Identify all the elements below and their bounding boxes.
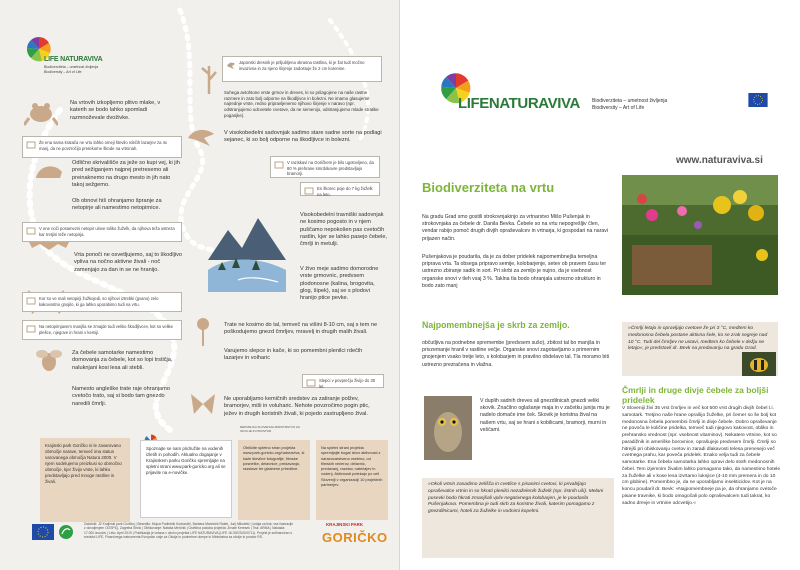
info-box-compost-text: Že ena sama kratača ne vrtu lahko omeji številо rdečih lazarjev za 4x manj, da ne povzročijo pretekorne škode na vrtninah. bbox=[39, 140, 168, 151]
footer-box-spletni-text: Na spletni strani projekta spremljajte bogat izbor aktivnosti z naravovarstveno vsebino, od filmskih večerov, delavnic, predavanj, razstav, natečajev in vodenj. Aktivnosti potekajo po celi Sloveniji v organizaciji 10 projektnih partnerjev. bbox=[321, 445, 383, 487]
info-box-bumblebee-text: V ene noči posamezni netopir ulove toliko žuželk, da njihova teža ustreza kar tretjini teže netopirja. bbox=[39, 226, 175, 237]
info-box-bat-text: Na netopirnjavem manjša se zmajde tudi veliko škodljivcev, kot so velike plešce, njegove in hrani v kemiji. bbox=[39, 324, 173, 335]
butterfly-icon bbox=[190, 392, 216, 416]
footer-box-park-text: Krajinski park Goričko ni le zavarovano območje narave, temveč ima status varovanega območja Natura 2000. V njem sodelujemo preizkusi so območno območje, kjer živijo vrste, ki lahko predstavljajo pred mnoge rastline in živali. bbox=[45, 443, 122, 484]
hedgehog-icon bbox=[34, 160, 64, 182]
intro-paragraph-1: Na gradu Grad smo gostili strokovnjakinjo za vrtnarstvo Mišo Pušenjak in strokovnjaka za čebele dr. Danila Bevka. Čebele so na vrtu nepogrešljiv člen, vendar rabijo pomoč drugih divjih opraševalcev in vrtnarja, ki gospodari na naravi prijazen način. bbox=[422, 214, 608, 242]
footer-box-spletni bbox=[316, 440, 388, 520]
landscape-illustration bbox=[208, 200, 286, 292]
info-box-birds-text: Japonski dresnik je priljubljena okrasna rastlina, ki je žal tudi močno invazivna in za njeno širjenje zadostuje že 2 cm koreninе. bbox=[239, 60, 365, 71]
website-url[interactable]: www.naturaviva.si bbox=[676, 155, 763, 166]
info-box-slowworm bbox=[302, 374, 384, 388]
plant-icon bbox=[200, 60, 218, 94]
quote-bumblebees-text: »Čmrlji letajo in opravljajo cvetove že pri 3 °C, medtem ko medonosna čebela postane aktivna šele, ko se zrak segreje nad 10 °C. Tudi del čmrljev ne ustavi, medtem ko čebele v dežju ne letajo«, je predstavil dr. Bevk na predavanju na gradu Grad. bbox=[628, 326, 768, 352]
text-mown: V živo meje sadimo domorodne vrste grmovnic, predvsem plodonosne (kalina, brogovita, glog, šipek), saj se s plodovi hranijo ptice pevke. bbox=[300, 266, 379, 302]
life-logo-icon bbox=[58, 524, 74, 540]
info-box-bat bbox=[22, 320, 182, 340]
text-frogs: Na vrtovih izkopljemo plitvo mlake, v katerih se bodo lahko spomladi razmnoževale dvoživke. bbox=[70, 100, 161, 121]
book-icon bbox=[306, 378, 316, 388]
subtitle-bumblebees: Čmrlji in druge divje čebele za boljši pridelek bbox=[622, 385, 769, 405]
footer-box-web-text: Obiščite spletno stran projekta www.park-goricko.org/naturaviva, ki kaže številne fotografije, filmske posnetke, delavnice, predavanja, razstave ter glasbene prireditve. bbox=[243, 445, 305, 472]
text-grass-height: Trate ne kosimo do tal, temveč na višini 8-10 cm, saj s tem ne poškodujemo gnezd čmrljev, mravelj in drugih malih živali. bbox=[224, 322, 378, 336]
bumblebee-photo bbox=[742, 352, 776, 376]
book-icon bbox=[26, 140, 36, 150]
book-icon bbox=[26, 324, 36, 334]
right-brand-logo: LIFENATURAVIVA bbox=[458, 95, 580, 112]
eu-flag-icon-right bbox=[748, 93, 768, 107]
quote-herbs bbox=[422, 478, 614, 558]
logo-ministry: REPUBLIKA SLOVENIJA MINISTRSTVO ZA OKOLJE IN PROSTOR bbox=[240, 425, 300, 433]
eu-flag-icon bbox=[32, 524, 54, 540]
flower-icon bbox=[190, 316, 216, 346]
text-bees: Za čebele samotarke namestimo domovanja za čebele, kot so lopi trstičja, naluknjani kosi lesa ali stebli. bbox=[72, 350, 173, 371]
info-box-starling bbox=[300, 182, 380, 196]
text-owl: V duplih sadnih dreves ali gnezdilnicah gnezdi veliki skovik. Značilno oglašanje maja in v začetku junija mu je nadelo domače ime ček. Skovik je koristna žival na našem vrtu, saj se hrani s kobilicami, bramorji, murni in veščami. bbox=[480, 398, 610, 433]
book-icon bbox=[26, 226, 36, 236]
garden-photo bbox=[622, 175, 778, 295]
text-moths: Vrta ponoči ne osvetljujemo, saj to škodljivo vpliva na nočno aktivne živali - noč zamenjajo za dan in se ne hranijo. bbox=[74, 252, 182, 273]
text-hedgehog: Odlično skrivališče za ježe so kupi vej, ki jih pred sežiganjem najprej pretresemo ali preinaknemo na drugo mesto in jih nato takoj sežgemo. bbox=[72, 160, 180, 188]
text-spiders: Varujemo slepce in kače, ki so pomembni plenilci rdečih lazarjev in volharic bbox=[224, 348, 363, 362]
text-seeds: V visokobedelni sadovnjak sadimo stare sadne sorte na podlagi sejanec, ki so bolj odporne na škodljivce in bolezni. bbox=[224, 130, 382, 144]
logo-goricko: GORIČKO bbox=[322, 530, 388, 545]
info-box-moth-text: Kor so ve mali netopirji žužkojedi, so njihovi iztrebki (gvano) zelo kakovostno gnojilo, ki ga lahko uporabimo tudi na vrtu. bbox=[39, 296, 159, 307]
book-icon bbox=[304, 186, 314, 196]
bee-icon bbox=[34, 348, 64, 372]
right-panel bbox=[400, 0, 800, 570]
info-box-birds bbox=[222, 56, 382, 82]
footer-box-web bbox=[238, 440, 310, 520]
body-bumblebees: V Sloveniji živi 35 vrst čmrljev in več kot 500 vrst drugih divjih čebel t.i. samotark. Tretjino naše hrane oprašijo žuželke, pri čemer so še bolj kot medonosna čebela pomembni čmrlji in divje čebele. Dobro opraševanje ne povoča le količine pridelka, temveč tudi njegovo kakovost, obliko in prehransko vrednost (npr. vsebnost vitaminov). Nekatere vrtnine, kot so paradižnik in ameriške borovnice, oprašujejo predvsem čmrlji. Čmrlji so hitrejši pri obiskovanju cvetov in zaradi dlakavosti telesa prenesejo več cvetnega prahu, kar povečа pridelek. Enako velja tudi za čebele samotarke. Ena čebela samotarka lahko opravi delo stoth medonosnih čebel. Tem izjemnim živalim lahko pomagamo tako, da namestimo hotele za žuželke ali v kose lesa izvrtamo luknjice (4-10 mm premera in do 10 cm globine). Pomembno je, da ne uporabljamo insekticidov. Kot je na koncu poudaril dr. Bevk: »Najpomembneje pa je, da ohranjamo cvetoče pisane travnike, ki bodo omogočali polo opraševalcem tudi takrat, ko sadno drevje in vrtnine odcvetijo.« bbox=[622, 406, 781, 506]
subtitle-soil: Najpomembnejša je skrb za zemljo. bbox=[422, 320, 570, 330]
text-dry-leaves: Suhega avtohtone vrste grmov in dreves, ki so prilagojene na naše rastne razmere in zato bolj odporne na škodljivce in bolezni. Ne imamo glasujeme najrednje vrste, redno pripravljenemo njihovo širjenje v naravo (npr. odstranjujemo odcvetele cvetove, da ne semenijo, odstranjujemo mlade stratike poganjke). bbox=[224, 90, 379, 118]
info-box-starling-text: En škorec poje do 7 kg žuželk na leto. bbox=[317, 186, 373, 197]
footer-box-spoznajte bbox=[140, 440, 232, 518]
bird-small-icon bbox=[226, 60, 236, 70]
left-brand-tagline-sl: Biodiverziteta – umetnost življenja bbox=[44, 65, 99, 69]
info-box-beetles-text: V raziskavi na Goričkem je bilo ugotovljeno, da 80 % prehrane smrdokavre predstavljajo bramorji. bbox=[287, 160, 374, 177]
body-soil: občutljiva na podnebne spremembe (predvsem sušo), zbitost tal bo manjša in privzemanje hranil v rastline večje. Organske snovi zagotavljamo s primernim gnojenjem vsako tretje leto, s kolobarjem in pravilno obdelavo tal. Tla moramo biti ustrezno prezračena in vlažna. bbox=[422, 340, 610, 368]
text-bats: Ob obnovi hiš ohranjamo špranje za netopirje ali namestimo netopirnice. bbox=[72, 198, 162, 212]
frog-icon bbox=[24, 98, 58, 126]
left-brand-logo: LIFE NATURAVIVA bbox=[44, 56, 103, 63]
book-icon bbox=[26, 296, 36, 306]
quote-herbs-text: »Okoli vrtnin zasadimo zelišča in cvetlice s pisanimi cvetovi, ki privabljajo opraševalce vrtnin in so hkrati plenilci nezaželenih žuželk (npr. listnih uši). Melani posevki bodo hkrati zmanjšali vpliv negativnega kolobarjen, je le poudarila Pušenjakova. Pomembna je tudi skrb za koristne živali, katerim pomagamo z gnezdilnicami, hoteli za žuželke in vodnimi kopelmi. bbox=[428, 482, 604, 515]
info-box-beetles bbox=[270, 156, 380, 178]
intro-paragraph-2: Pušenjakova je poudarila, da je za dober pridelek najpomembnejša temeljna priprava vrta. Ta obsega pripravo semije, kolobarjenje, setev ob pravem času ter ustrezno zbiranje sadik in sort. Pri skrbi za zemljo je nujno, da je vsebnost organske snovi v tleh vsaj 3 %. Taklna tla bodo ohranjala ustrezno strukturo in bodo zato manj bbox=[422, 254, 607, 289]
owl-photo bbox=[424, 396, 472, 460]
right-brand-tagline-en: Biodiversity – Art of Life bbox=[592, 105, 645, 111]
info-box-moth bbox=[22, 292, 182, 312]
text-chemicals: Ne uporabljamo kemičnih sredstev za zatiranje polžev, bramorjev, miši in voluharic. Nehote povzročimo pogin ptic, ježev in drugih koristnih živali, ki pojedo zastrupljeno žival. bbox=[224, 396, 370, 417]
bird-icon bbox=[186, 124, 216, 148]
text-meadow: Namesto angleške trate raje ohranjamo cvetočo trato, saj si bodo tam gnezdo naredili čmrlji. bbox=[72, 386, 170, 407]
book-icon bbox=[274, 160, 284, 170]
info-box-bumblebee bbox=[22, 222, 182, 242]
article-title: Biodiverziteta na vrtu bbox=[422, 180, 555, 195]
text-orchard: Visokobedelni travniški sadovnjak ne kosimo pogosto in v njem puščamo nepokošen pas cvetočih rastlin, kjer se lahko pasejo čebele, čmrlji in metulji. bbox=[300, 212, 388, 248]
logo-krajinski: KRAJINSKI PARK bbox=[326, 522, 363, 527]
info-box-compost bbox=[22, 136, 182, 158]
left-brand-tagline-en: Biodiversity – Art of Life bbox=[44, 70, 82, 74]
footer-box-park bbox=[40, 438, 130, 522]
info-box-slowworm-text: Slepci v povprečju živijo do 30 let. bbox=[319, 378, 376, 389]
right-brand-tagline-sl: Biodiverziteta – umetnost življenja bbox=[592, 98, 668, 104]
colophon: Založnik: JZ Krajinski park Goričko | Besedilo: Mojca Podletnik Kodrančič, Barbara Marinček Ratek, Jurij Mikuletič | Izdaja za tisk: vse ilustracije z dovoljenjem OOSPIQ, Zagreba Šimić | Oblikovanje: Nataša Merčnik | Grafična podoba projekta: Zrnate Keresek | Tisk: ARMA | Naklada: 17.000 izvodov | Leto: April 2019 | Publikacija je izdana v okviru projekta LIFE NATURAVIVA (LIFE 16 GIE/SI/000711). Projekt je sofinanciran s sredstvi LIFE, Finančnega instrumenta Evropske unije za Okolje in podnebne ukrepe in Ministrstva za okolje in prostor RS. bbox=[84, 522, 294, 539]
footer-box-spoznajte-text: Spoznajte se nam pridružite na vodenih izletih in pohodih. Aktualno dogajanje v Krajinskem parku Goričko spremljajte na spletni strani www.park-goricko.org ali se prijavite na e-novičke. bbox=[146, 446, 226, 475]
